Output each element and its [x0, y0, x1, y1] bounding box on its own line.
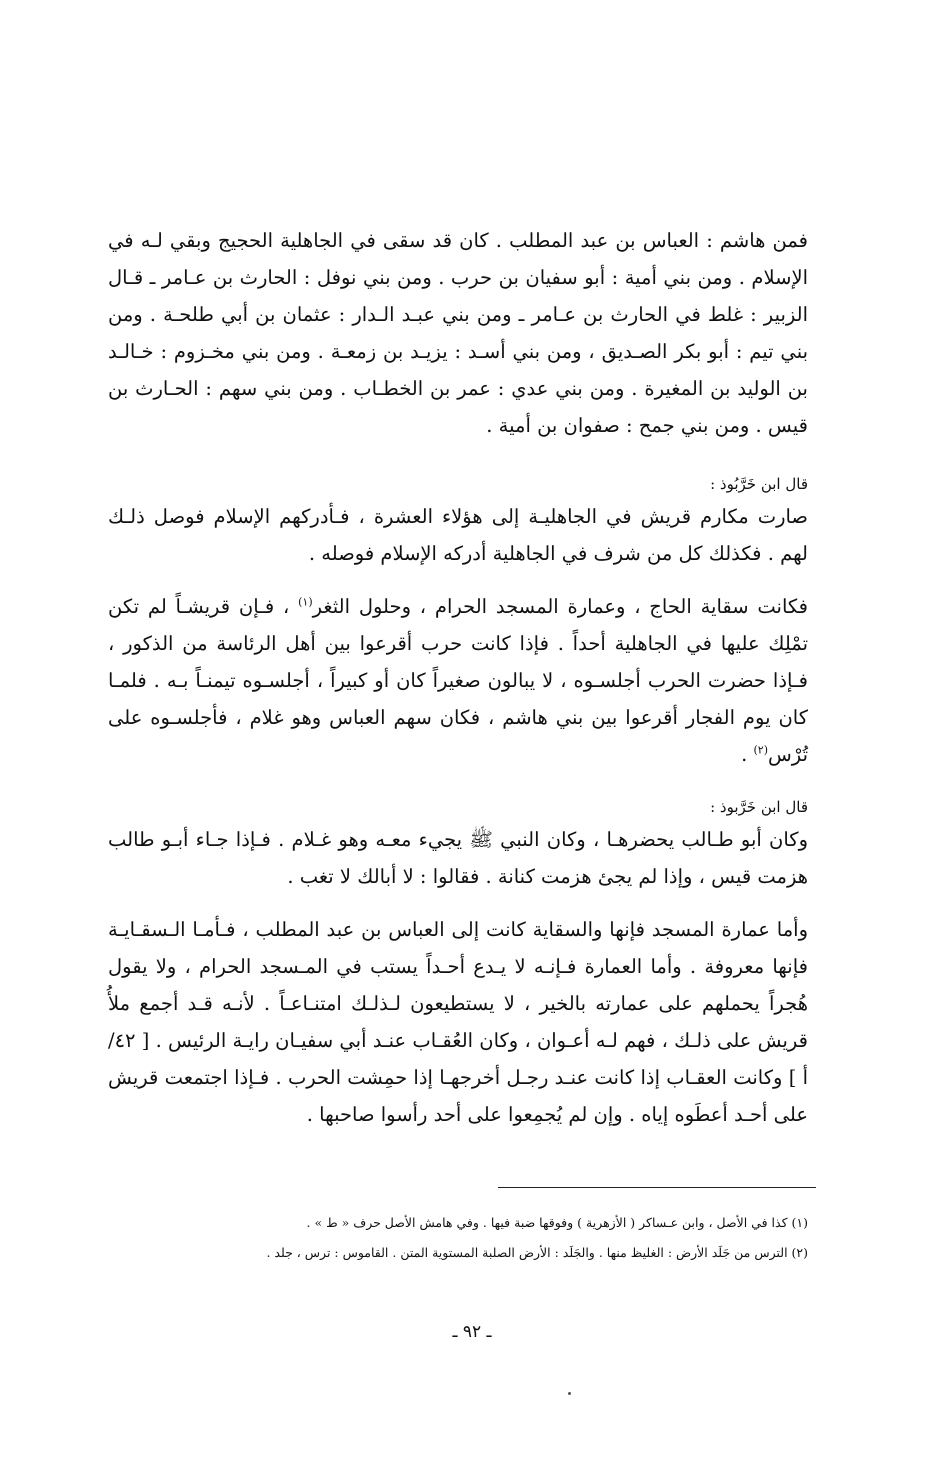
footnote-2: (٢) الترس من جَلَد الأرض : الغليظ منها . والجَلَد : الأرض الصلبة المستوية المتن . القاموس : ترس ، جلد . — [266, 1245, 808, 1260]
paragraph-5: وأما عمارة المسجد فإنها والسقاية كانت إلى العباس بن عبد المطلب ، فـأمـا الـسقـايـة فإنها معروفة . وأما العمارة فـإنـه لا يـدع أحـداً يستب في المـسجد الحرام ، ولا يقول هُجراً يحملهم على عمارته بالخير ، لا يستطيعون لـذلـك امتنـاعـاً . لأنـه قـد أجمع ملأُ قريش على ذلـك ، فهم لـه أعـوان ، وكان العُقـاب عنـد أبي سفيـان رايـة الرئيس . [ ٤٢/أ ] وكانت العقـاب إذا كانت عنـد رجـل أخرجهـا إذا حمِشت الحرب . فـإذا اجتمعت قريش على أحـد أعطَوه إياه . وإن لم يُجمِعوا على أحد رأسوا صاحبها . — [108, 918, 808, 1126]
paragraph-4: وكان أبو طـالب يحضرهـا ، وكان النبي ﷺ يجيء معـه وهو غـلام . فـإذا جـاء أبـو طالب هزمت قيس ، وإذا لم يجئ هزمت كنانة . فقالوا : لا أبالك لا تغب . — [108, 828, 808, 888]
main-text — [108, 222, 808, 1133]
footnote-ref-2[interactable]: (٢) — [753, 743, 768, 757]
paragraph-1: فمن هاشم : العباس بن عبد المطلب . كان قد سقى في الجاهلية الحجيج وبقي لـه في الإسلام . ومن بني أمية : أبو سفيان بن حرب . ومن بني نوفل : الحارث بن عـامر ـ قـال الزبير : غلط في الحارث بن عـامر ـ ومن بني عبـد الـدار : عثمان بن أبي طلحـة . ومن بني تيم : أبو بكر الصـديق ، ومن بني أسـد : يزيـد بن زمعـة . ومن بني مخـزوم : خـالـد بن الوليد بن المغيرة . ومن بني عدي : عمر بن الخطـاب . ومن بني سهم : الحـارث بن قيس . ومن بني جمح : صفوان بن أمية . — [108, 229, 808, 437]
footnote-1: (١) كذا في الأصل ، وابن عـساكر ( الأزهرية ) وفوقها ضبة فيها . وفي هامش الأصل حرف « ط » . — [306, 1215, 808, 1230]
footnote-ref-1[interactable]: (١) — [298, 595, 313, 609]
heading-ibn-kharrabudh-2: قال ابن خَرَّبوذ : — [710, 798, 808, 816]
paragraph-3 — [108, 588, 808, 773]
paragraph-2: صارت مكارم قريش في الجاهليـة إلى هؤلاء العشرة ، فـأدركهم الإسلام فوصل ذلـك لهم . فكذلك كل من شرف في الجاهلية أدركه الإسلام فوصله . — [108, 505, 808, 565]
page-number: ـ ٩٢ ـ — [452, 1322, 492, 1342]
paragraph-3-part-c: . — [741, 743, 754, 766]
scan-speck — [568, 1392, 571, 1395]
paragraph-3-part-b: ، فـإن قريشـاً لم تكن تمْلِك عليها في الجاهلية أحداً . فإذا كانت حرب أقرعوا بين أهل الرئاسة من الذكور ، فـإذا حضرت الحرب أجلسـوه ، لا يبالون صغيراً كان أو كبيراً ، أجلسـوه تيمنـاً بـه . فلمـا كان يوم الفجار أقرعوا بين بني هاشم ، فكان سهم العباس وهو غلام ، فأجلسـوه على تُرْس — [108, 595, 808, 766]
paragraph-3-part-a: فكانت سقاية الحاج ، وعمارة المسجد الحرام ، وحلول الثغر — [312, 595, 808, 618]
heading-ibn-kharrabudh-1: قال ابن خَرَّبُوذ : — [710, 475, 808, 493]
footnotes — [108, 1208, 808, 1268]
footnote-divider — [498, 1187, 816, 1188]
